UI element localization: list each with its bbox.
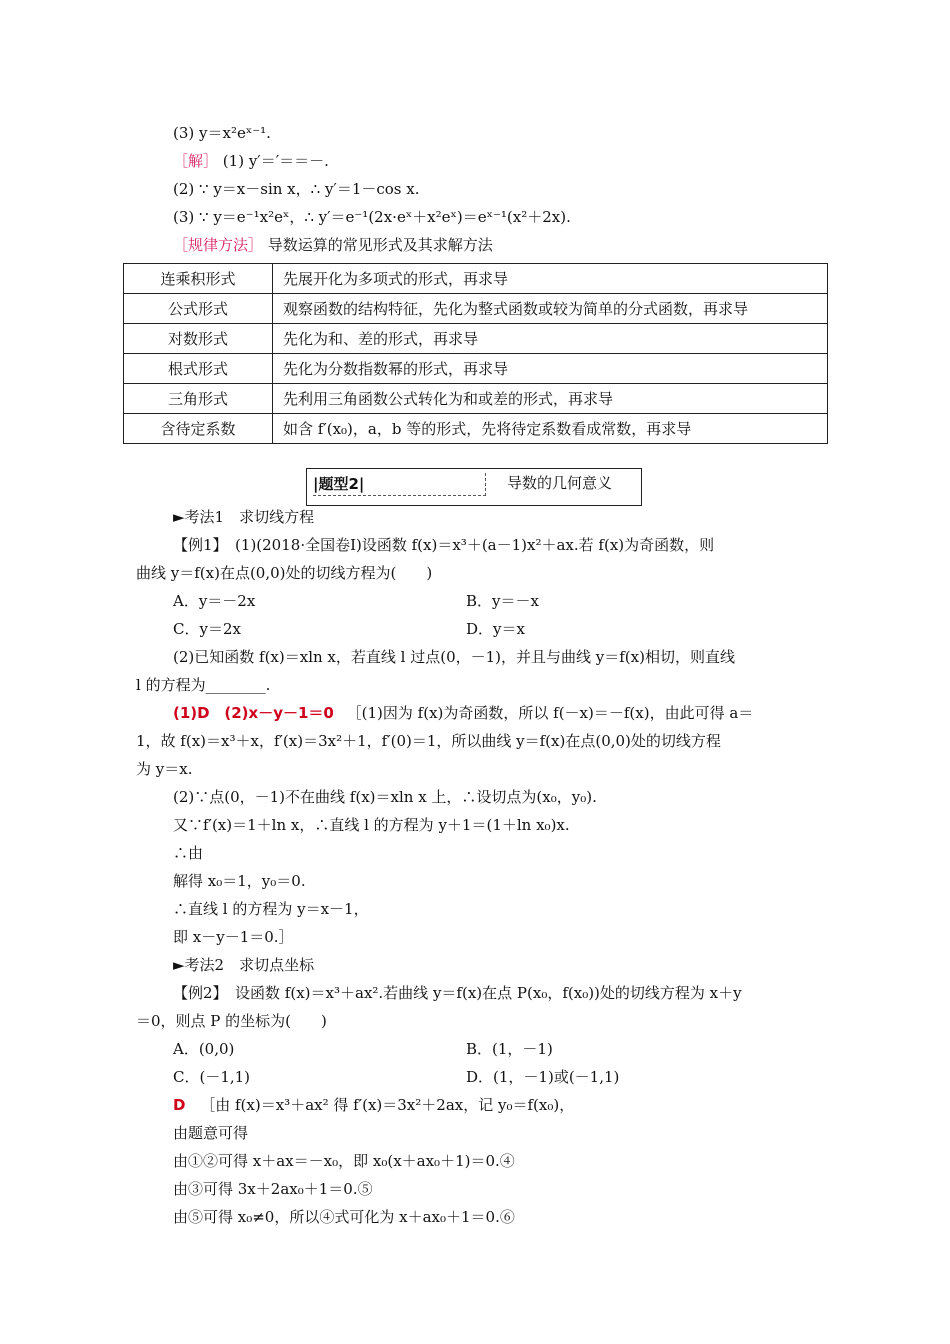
example-2-line-1: 【例2】 设函数 f(x)＝x³＋ax².若曲线 y＝f(x)在点 P(x₀，f(x₀))处的切线方程为 x＋y (173, 984, 742, 1002)
table-row (124, 294, 828, 324)
method-title: 导数运算的常见形式及其求解方法 (267, 236, 493, 254)
part3-question: (3) y＝x²eˣ⁻¹. (173, 124, 271, 142)
rule-form: 根式形式 (124, 354, 273, 384)
answer-2-line-4: 由③可得 3x＋2ax₀＋1＝0.⑤ (173, 1180, 373, 1198)
rule-method: 先化为分数指数幂的形式，再求导 (273, 354, 828, 384)
answer-1-line-9: 即 x－y－1＝0.］ (173, 928, 294, 946)
answer-1-line-1 (173, 702, 753, 724)
solution-1-text: (1) y′＝′＝＝－. (222, 152, 329, 170)
example-2-line-2: ＝0，则点 P 的坐标为( ) (136, 1012, 327, 1030)
rule-method: 如含 f′(x₀)，a，b 等的形式，先将待定系数看成常数，再求导 (273, 414, 828, 444)
example-1-part-2-line-2: l 的方程为________. (136, 676, 271, 694)
answer-1-line-7: 解得 x₀＝1，y₀＝0. (173, 872, 306, 890)
example-1-line-2: 曲线 y＝f(x)在点(0,0)处的切线方程为( ) (136, 564, 433, 582)
answer-1-equation: (2)x－y－1＝0 (224, 704, 334, 722)
answer-1-line-3: 为 y＝x. (136, 760, 193, 778)
answer-1-text: ［(1)因为 f(x)为奇函数，所以 f(－x)＝－f(x)，由此可得 a＝ (346, 704, 754, 722)
method-2-heading: ►考法2 求切点坐标 (173, 956, 315, 974)
section-type-title: 导数的几何意义 (507, 474, 613, 492)
answer-1-line-2: 1，故 f(x)＝x³＋x，f′(x)＝3x²＋1，f′(0)＝1，所以曲线 y＝f(x)在点(0,0)处的切线方程 (136, 732, 721, 750)
rule-form: 公式形式 (124, 294, 273, 324)
solution-line-1 (173, 150, 329, 172)
rule-method: 先化为和、差的形式，再求导 (273, 324, 828, 354)
answer-2-line-1 (173, 1094, 574, 1116)
rule-form: 三角形式 (124, 384, 273, 414)
answer-1-line-6: ∴由 (173, 844, 204, 862)
answer-1-choice: (1)D (173, 704, 210, 722)
table-row (124, 324, 828, 354)
section-type-box (306, 468, 642, 506)
table-row (124, 414, 828, 444)
method-label: ［规律方法］ (173, 236, 264, 254)
method-heading (173, 234, 493, 256)
answer-2-line-5: 由⑤可得 x₀≠0，所以④式可化为 x＋ax₀＋1＝0.⑥ (173, 1208, 515, 1226)
example-2-option-a: A．(0,0) (173, 1040, 235, 1058)
rule-form: 对数形式 (124, 324, 273, 354)
method-1-heading: ►考法1 求切线方程 (173, 508, 315, 526)
answer-2-choice: D (173, 1096, 186, 1114)
rules-table (123, 263, 828, 444)
solution-line-2: (2) ∵ y＝x－sin x，∴ y′＝1－cos x. (173, 180, 420, 198)
answer-2-line-2: 由题意可得 (173, 1124, 249, 1142)
answer-2-text: ［由 f(x)＝x³＋ax² 得 f′(x)＝3x²＋2ax，记 y₀＝f(x₀)， (200, 1096, 575, 1114)
table-row (124, 354, 828, 384)
rule-method: 先展开化为多项式的形式，再求导 (273, 264, 828, 294)
rule-form: 连乘积形式 (124, 264, 273, 294)
section-type-label: |题型2| (313, 473, 486, 496)
example-1-line-1: 【例1】 (1)(2018·全国卷Ⅰ)设函数 f(x)＝x³＋(a－1)x²＋ax.若 f(x)为奇函数，则 (173, 536, 715, 554)
example-1-option-d: D．y＝x (466, 620, 525, 638)
example-1-option-c: C．y＝2x (173, 620, 241, 638)
answer-1-line-5: 又∵f′(x)＝1＋ln x，∴直线 l 的方程为 y＋1＝(1＋ln x₀)x. (173, 816, 570, 834)
solution-line-3: (3) ∵ y＝e⁻¹x²eˣ，∴ y′＝e⁻¹(2x·eˣ＋x²eˣ)＝eˣ⁻¹(x²＋2x). (173, 208, 571, 226)
example-2-option-d: D．(1，－1)或(－1,1) (466, 1068, 620, 1086)
answer-1-line-8: ∴直线 l 的方程为 y＝x－1， (173, 900, 369, 918)
answer-2-line-3: 由①②可得 x＋ax＝－x₀，即 x₀(x＋ax₀＋1)＝0.④ (173, 1152, 515, 1170)
example-2-option-c: C．(－1,1) (173, 1068, 251, 1086)
answer-1-line-4: (2)∵点(0，－1)不在曲线 f(x)＝xln x 上，∴设切点为(x₀，y₀). (173, 788, 597, 806)
example-1-option-a: A．y＝－2x (173, 592, 256, 610)
rule-method: 先利用三角函数公式转化为和或差的形式，再求导 (273, 384, 828, 414)
rule-method: 观察函数的结构特征，先化为整式函数或较为简单的分式函数，再求导 (273, 294, 828, 324)
table-row (124, 264, 828, 294)
example-1-option-b: B．y＝－x (466, 592, 539, 610)
table-row (124, 384, 828, 414)
example-2-option-b: B．(1，－1) (466, 1040, 553, 1058)
solution-label: ［解］ (173, 152, 219, 170)
rule-form: 含待定系数 (124, 414, 273, 444)
example-1-part-2-line-1: (2)已知函数 f(x)＝xln x，若直线 l 过点(0，－1)，并且与曲线 y＝f(x)相切，则直线 (173, 648, 735, 666)
